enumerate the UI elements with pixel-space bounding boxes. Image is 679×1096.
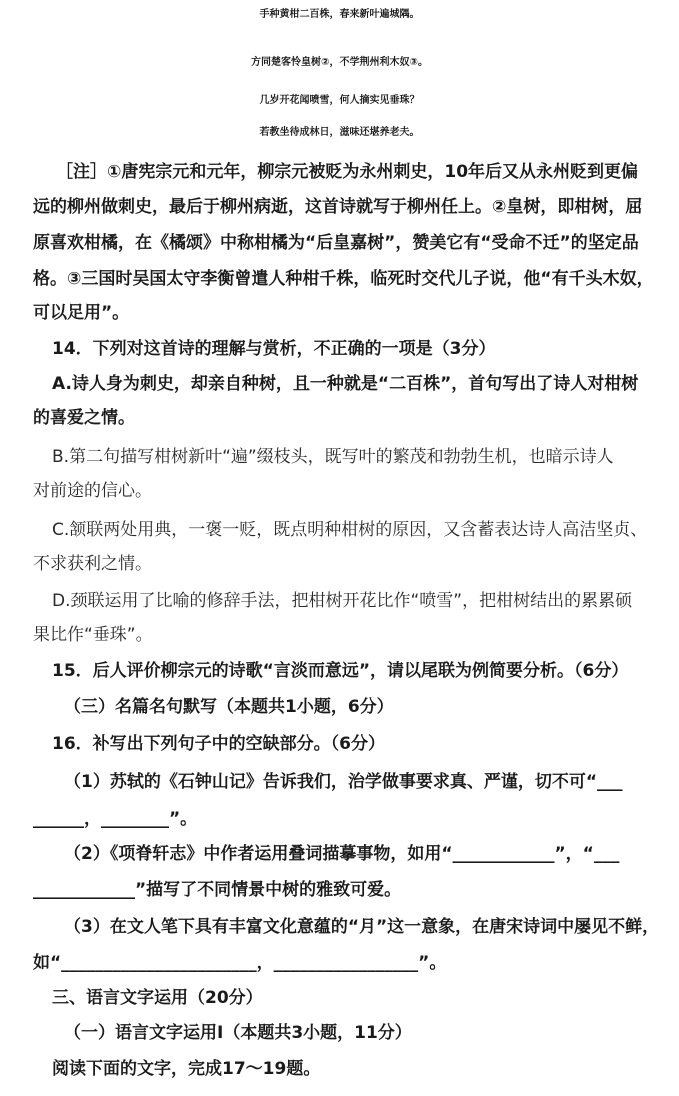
- option-d-line-1: D.颈联运用了比喻的修辞手法，把柑树开花比作“喷雪”，把柑树结出的累累硕: [52, 591, 633, 611]
- section-3-heading: （三）名篇名句默写（本题共1小题，6分）: [64, 697, 394, 717]
- question-14-stem: 14．下列对这首诗的理解与赏析，不正确的一项是（3分）: [52, 339, 496, 359]
- poem-line-1: 手种黄柑二百株，春来新叶遍城隅。: [259, 9, 420, 20]
- poem-line-2: 方同楚客怜皇树②，不学荆州利木奴③。: [251, 57, 428, 68]
- option-b-line-1: B.第二句描写柑树新叶“遍”缀枝头，既写叶的繁茂和勃勃生机，也暗示诗人: [52, 447, 614, 467]
- option-c-line-2: 不求获利之情。: [33, 554, 152, 574]
- question-15: 15．后人评价柳宗元的诗歌“言淡而意远”，请以尾联为例简要分析。（6分）: [52, 661, 629, 681]
- question-16-2-line-1: （2）《项脊轩志》中作者运用叠词描摹事物，如用“____________”，“___: [64, 844, 620, 864]
- question-16-3-line-1: （3）在文人笔下具有丰富文化意蕴的“月”这一意象，在唐宋诗词中屡见不鲜，: [64, 917, 660, 937]
- question-16-1-line-1: （1）苏轼的《石钟山记》告诉我们，治学做事要求真、严谨，切不可“___: [64, 772, 623, 792]
- note-line-2: 远的柳州做刺史，最后于柳州病逝，这首诗就写于柳州任上。②皇树，即柑树，屈: [33, 197, 643, 217]
- note-line-5: 可以足用”。: [33, 303, 130, 323]
- reading-instruction: 阅读下面的文字，完成17～19题。: [52, 1059, 321, 1079]
- question-16-1-line-2: ______，________”。: [33, 809, 198, 829]
- option-b-line-2: 对前途的信心。: [33, 481, 152, 501]
- question-16-3-line-2: 如“_______________________，_________________”。: [33, 953, 447, 973]
- poem-line-3: 几岁开花闻喷雪，何人摘实见垂珠？: [259, 95, 420, 106]
- note-line-3: 原喜欢柑橘，在《橘颂》中称柑橘为“后皇嘉树”，赞美它有“受命不迁”的坚定品: [33, 233, 639, 253]
- option-d-line-2: 果比作“垂珠”。: [33, 625, 153, 645]
- option-c-line-1: C.颔联两处用典，一褒一贬，既点明种柑树的原因，又含蓄表达诗人高洁坚贞、: [52, 520, 648, 540]
- option-a-line-2: 的喜爱之情。: [33, 408, 135, 428]
- question-16-2-line-2: ____________”描写了不同情景中树的雅致可爱。: [33, 880, 402, 900]
- note-line-1: ［注］①唐宪宗元和元年，柳宗元被贬为永州刺史，10年后又从永州贬到更偏: [56, 162, 639, 182]
- part-3-heading: 三、语言文字运用（20分）: [52, 988, 263, 1008]
- note-line-4: 格。③三国时吴国太守李衡曾遣人种柑千株，临死时交代儿子说，他“有千头木奴，: [33, 269, 654, 289]
- question-16-stem: 16．补写出下列句子中的空缺部分。（6分）: [52, 734, 385, 754]
- option-a-line-1: A.诗人身为刺史，却亲自种树，且一种就是“二百株”，首句写出了诗人对柑树: [52, 374, 639, 394]
- part-3-subheading: （一）语言文字运用Ⅰ（本题共3小题，11分）: [64, 1023, 412, 1043]
- poem-line-4: 若教坐待成林日，滋味还堪养老夫。: [259, 127, 420, 138]
